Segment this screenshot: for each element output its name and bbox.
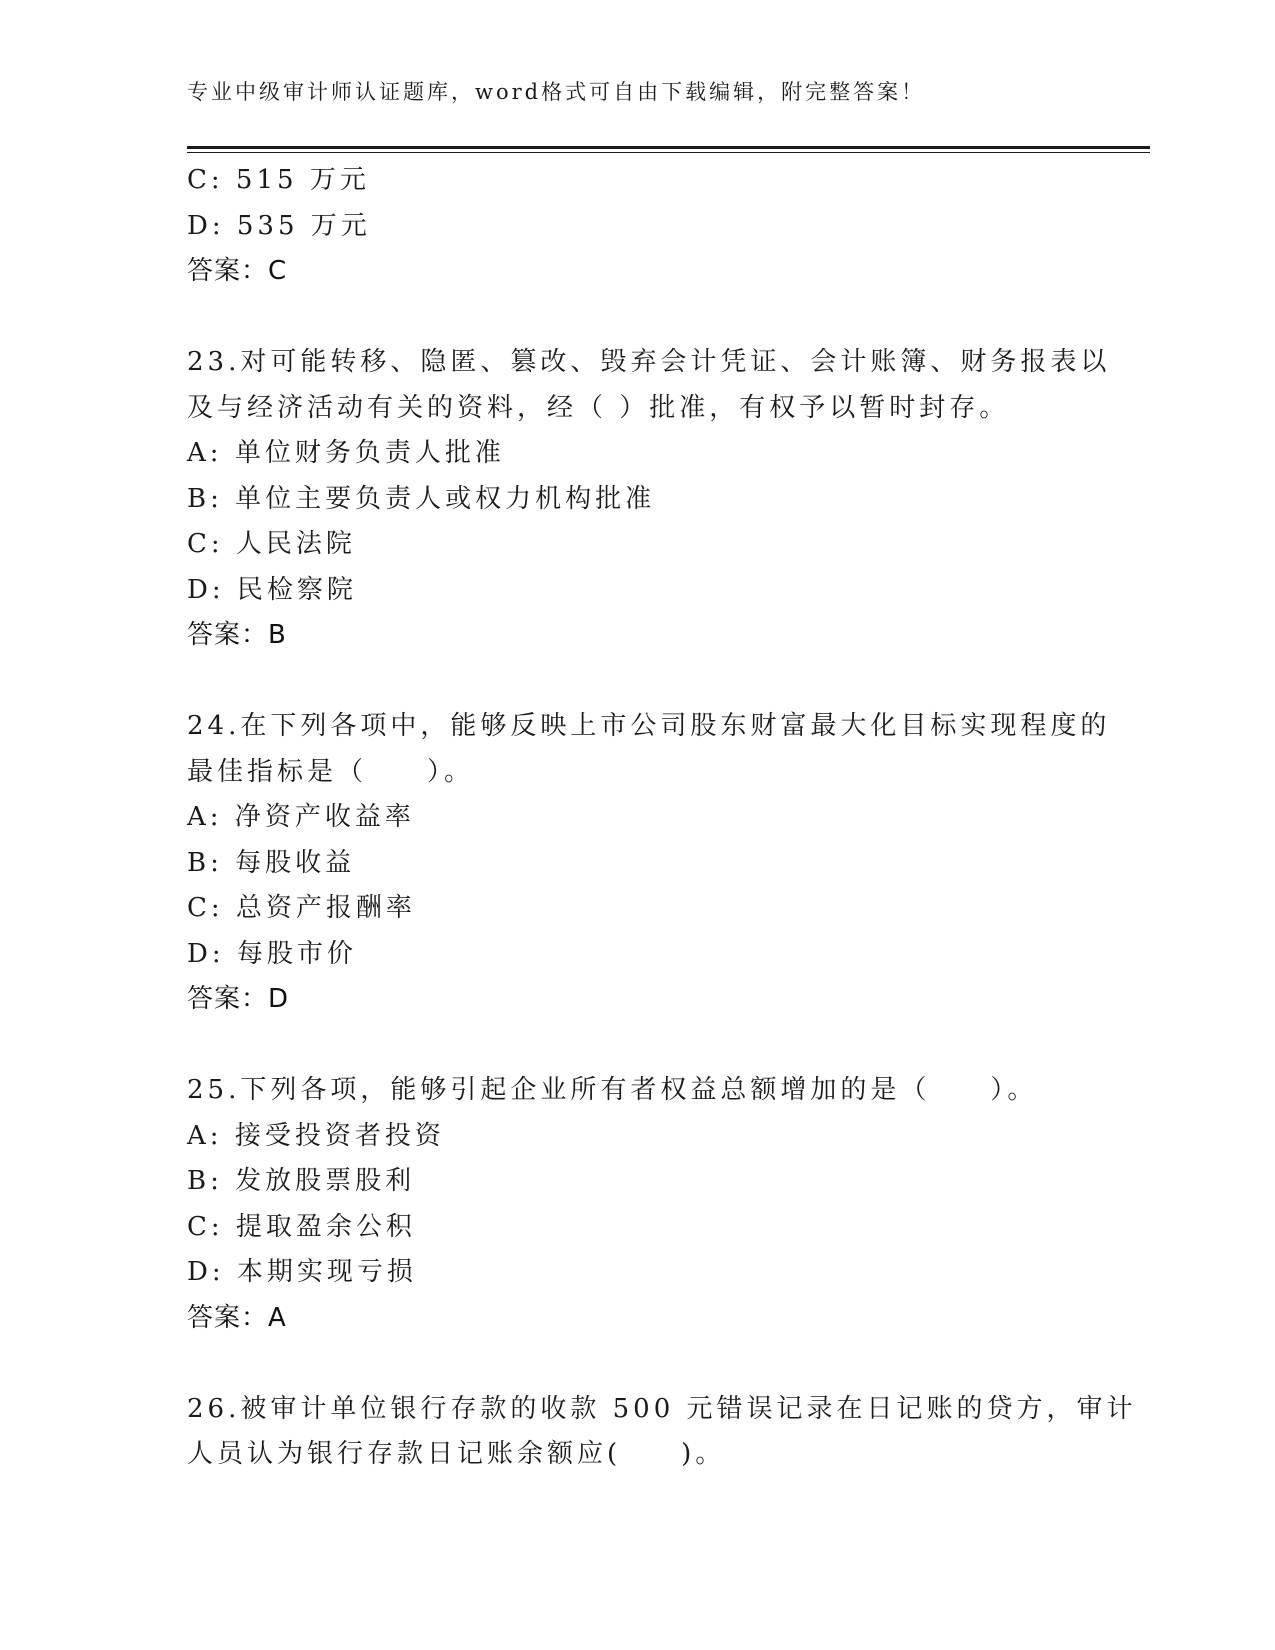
question-stem-line: 23.对可能转移、隐匿、篡改、毁弃会计凭证、会计账簿、财务报表以 [187,347,1111,377]
spacer [187,1023,1087,1069]
option-a: A: 单位财务负责人批准 [187,438,505,468]
answer-line: 答案：A [187,1302,287,1333]
option-c: C: 总资产报酬率 [187,893,416,923]
spacer [187,659,1087,705]
question-stem-line: 24.在下列各项中，能够反映上市公司股东财富最大化目标实现程度的 [187,711,1111,741]
option-c: C: 提取盈余公积 [187,1211,416,1242]
answer-line: 答案：C [187,256,288,286]
answer-line: 答案：B [187,620,287,650]
question-24 [187,704,1111,1023]
option-a: A: 净资产收益率 [187,802,415,832]
question-26 [187,1387,1137,1478]
option-d: D: 本期实现亏损 [187,1257,417,1287]
header-rule [187,146,1150,153]
question-25 [187,1068,1087,1341]
page-header: 专业中级审计师认证题库，word格式可自由下载编辑，附完整答案！ [187,80,926,104]
option-d: D: 535 万元 [187,210,371,241]
previous-question [187,158,1087,295]
question-stem-line: 人员认为银行存款日记账余额应( )。 [187,1439,726,1469]
question-stem-line: 最佳指标是（ ）。 [187,756,475,787]
question-stem-line: 26.被审计单位银行存款的收款 500 元错误记录在日记账的贷方，审计 [187,1393,1137,1424]
option-b: B: 每股收益 [187,847,356,878]
question-stem-line: 及与经济活动有关的资料，经（ ）批准，有权予以暂时封存。 [187,392,1010,423]
question-content [187,158,1137,1478]
option-d: D: 每股市价 [187,938,357,969]
question-stem-line: 25.下列各项，能够引起企业所有者权益总额增加的是（ ）。 [187,1075,1038,1105]
option-d: D: 民检察院 [187,574,357,605]
option-b: B: 发放股票股利 [187,1166,416,1196]
question-23 [187,340,1111,659]
option-a: A: 接受投资者投资 [187,1120,445,1151]
option-c: C: 人民法院 [187,529,356,559]
option-c: C: 515 万元 [187,165,370,195]
answer-line: 答案：D [187,984,290,1014]
spacer [187,1341,1087,1387]
spacer [187,295,1087,341]
option-b: B: 单位主要负责人或权力机构批准 [187,483,656,514]
